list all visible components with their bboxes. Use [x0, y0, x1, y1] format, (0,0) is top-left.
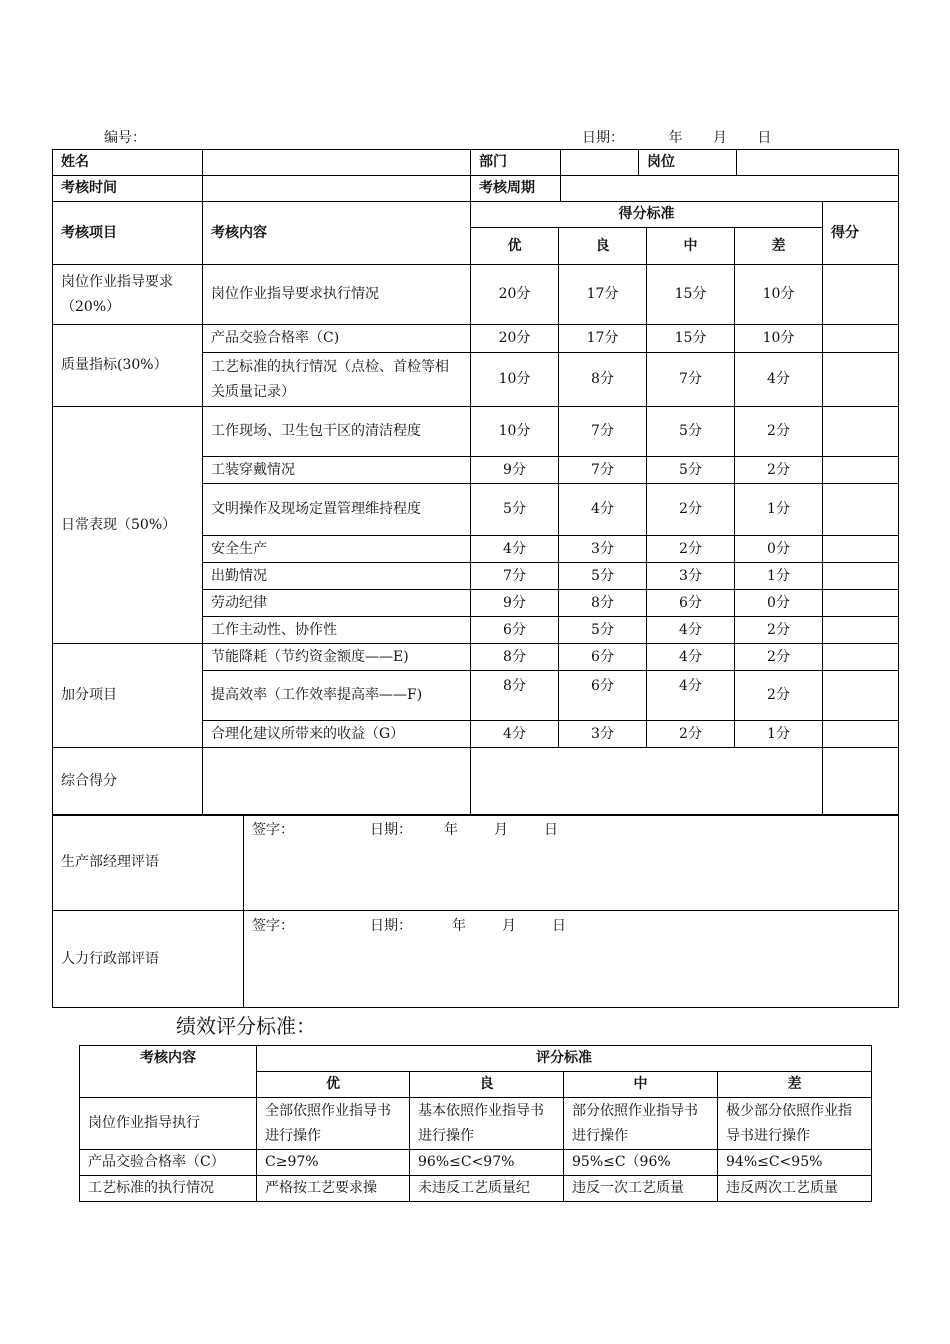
dept-label: 部门 — [471, 150, 561, 176]
score-cell: 2分 — [735, 617, 823, 644]
review-row — [53, 911, 899, 1008]
score-cell: 0分 — [735, 536, 823, 563]
score-cell: 15分 — [647, 265, 735, 325]
row-content: 工装穿戴情况 — [203, 457, 471, 484]
review-label: 生产部经理评语 — [53, 815, 244, 911]
criteria-cell: 基本依照作业指导书进行操作 — [410, 1098, 564, 1150]
sign-label: 签字： — [252, 918, 294, 934]
criteria-head-content: 考核内容 — [80, 1046, 257, 1098]
criteria-cell: 95%≤C（96% — [564, 1150, 718, 1176]
info-row-1 — [53, 150, 899, 176]
criteria-table — [79, 1045, 872, 1202]
row-content: 文明操作及现场定置管理维持程度 — [203, 484, 471, 536]
table-row — [53, 265, 899, 325]
criteria-row — [80, 1176, 872, 1202]
total-score-field[interactable] — [823, 748, 899, 816]
row-content: 劳动纪律 — [203, 590, 471, 617]
review-year: 年 — [444, 822, 458, 838]
score-cell: 5分 — [647, 457, 735, 484]
criteria-cell: 违反两次工艺质量 — [718, 1176, 872, 1202]
score-cell: 4分 — [647, 671, 735, 721]
score-cell: 4分 — [471, 721, 559, 748]
head-content: 考核内容 — [203, 202, 471, 265]
total-standard-field[interactable] — [471, 748, 823, 816]
score-cell: 5分 — [647, 407, 735, 457]
score-cell: 2分 — [735, 671, 823, 721]
criteria-item: 岗位作业指导执行 — [80, 1098, 257, 1150]
criteria-cell: 严格按工艺要求操 — [257, 1176, 410, 1202]
review-day: 日 — [552, 918, 566, 934]
score-cell: 8分 — [559, 590, 647, 617]
sign-label: 签字： — [252, 822, 294, 838]
table-row — [53, 407, 899, 457]
score-table — [52, 201, 899, 816]
section-title: 加分项目 — [53, 644, 203, 748]
score-cell: 6分 — [471, 617, 559, 644]
table-row — [53, 325, 899, 353]
score-cell: 7分 — [559, 457, 647, 484]
row-content: 安全生产 — [203, 536, 471, 563]
total-row — [53, 748, 899, 816]
score-cell: 5分 — [471, 484, 559, 536]
row-content: 工作现场、卫生包干区的清洁程度 — [203, 407, 471, 457]
score-cell: 8分 — [471, 671, 559, 721]
score-cell: 2分 — [735, 457, 823, 484]
assessment-table — [52, 149, 899, 202]
score-input[interactable] — [823, 325, 899, 353]
score-cell: 4分 — [647, 644, 735, 671]
score-cell: 2分 — [735, 407, 823, 457]
score-cell: 6分 — [559, 644, 647, 671]
number-label: 编号： — [104, 130, 146, 146]
criteria-cell: 全部依照作业指导书进行操作 — [257, 1098, 410, 1150]
score-input[interactable] — [823, 617, 899, 644]
review-field[interactable] — [244, 911, 899, 1008]
criteria-grade: 中 — [564, 1072, 718, 1098]
criteria-cell: 96%≤C<97% — [410, 1150, 564, 1176]
score-cell: 3分 — [559, 721, 647, 748]
grade-poor: 差 — [735, 228, 823, 265]
score-cell: 1分 — [735, 484, 823, 536]
time-field[interactable] — [203, 176, 471, 202]
date-day: 日 — [757, 130, 772, 146]
review-date-label: 日期： — [370, 822, 412, 838]
score-cell: 1分 — [735, 563, 823, 590]
score-input[interactable] — [823, 265, 899, 325]
score-cell: 5分 — [559, 617, 647, 644]
date-month: 月 — [712, 130, 727, 146]
score-cell: 1分 — [735, 721, 823, 748]
score-cell: 10分 — [735, 265, 823, 325]
row-content: 出勤情况 — [203, 563, 471, 590]
criteria-cell: 94%≤C<95% — [718, 1150, 872, 1176]
criteria-cell: C≥97% — [257, 1150, 410, 1176]
name-label: 姓名 — [53, 150, 203, 176]
score-cell: 4分 — [559, 484, 647, 536]
score-cell: 6分 — [559, 671, 647, 721]
position-field[interactable] — [737, 150, 899, 176]
info-row-2 — [53, 176, 899, 202]
score-cell: 2分 — [647, 484, 735, 536]
grade-excellent: 优 — [471, 228, 559, 265]
score-input[interactable] — [823, 536, 899, 563]
score-cell: 2分 — [647, 536, 735, 563]
time-label: 考核时间 — [53, 176, 203, 202]
row-content: 合理化建议所带来的收益（G） — [203, 721, 471, 748]
score-cell: 9分 — [471, 457, 559, 484]
score-cell: 7分 — [559, 407, 647, 457]
head-standard: 得分标准 — [471, 202, 823, 228]
score-cell: 4分 — [647, 617, 735, 644]
score-cell: 7分 — [471, 563, 559, 590]
row-content: 岗位作业指导要求执行情况 — [203, 265, 471, 325]
criteria-title: 绩效评分标准： — [176, 1014, 316, 1038]
period-field[interactable] — [561, 176, 899, 202]
score-cell: 2分 — [735, 644, 823, 671]
criteria-item: 工艺标准的执行情况 — [80, 1176, 257, 1202]
criteria-row — [80, 1150, 872, 1176]
period-label: 考核周期 — [471, 176, 561, 202]
criteria-cell: 未违反工艺质量纪 — [410, 1176, 564, 1202]
head-item: 考核项目 — [53, 202, 203, 265]
criteria-row — [80, 1098, 872, 1150]
date-year: 年 — [668, 130, 683, 146]
score-cell: 4分 — [471, 536, 559, 563]
score-cell: 8分 — [471, 644, 559, 671]
criteria-head-standard: 评分标准 — [257, 1046, 872, 1072]
review-day: 日 — [544, 822, 558, 838]
criteria-grade: 优 — [257, 1072, 410, 1098]
row-content: 工作主动性、协作性 — [203, 617, 471, 644]
review-field[interactable] — [244, 815, 899, 911]
grade-fair: 中 — [647, 228, 735, 265]
score-input[interactable] — [823, 721, 899, 748]
score-cell: 20分 — [471, 265, 559, 325]
score-cell: 6分 — [647, 590, 735, 617]
review-table — [52, 814, 899, 1008]
score-cell: 5分 — [559, 563, 647, 590]
score-cell: 0分 — [735, 590, 823, 617]
score-cell: 17分 — [559, 325, 647, 353]
review-date-label: 日期： — [370, 918, 412, 934]
date-label: 日期： — [582, 130, 624, 146]
review-month: 月 — [502, 918, 516, 934]
criteria-grade: 差 — [718, 1072, 872, 1098]
score-cell: 3分 — [647, 563, 735, 590]
score-cell: 3分 — [559, 536, 647, 563]
score-cell: 10分 — [471, 407, 559, 457]
criteria-cell: 部分依照作业指导书进行操作 — [564, 1098, 718, 1150]
criteria-grade: 良 — [410, 1072, 564, 1098]
score-cell: 17分 — [559, 265, 647, 325]
score-cell: 10分 — [735, 325, 823, 353]
row-content: 节能降耗（节约资金额度——E) — [203, 644, 471, 671]
score-input[interactable] — [823, 353, 899, 407]
score-input[interactable] — [823, 563, 899, 590]
table-row — [53, 644, 899, 671]
score-cell: 10分 — [471, 353, 559, 407]
score-cell: 15分 — [647, 325, 735, 353]
position-label: 岗位 — [639, 150, 737, 176]
grade-good: 良 — [559, 228, 647, 265]
dept-field[interactable] — [561, 150, 639, 176]
section-title: 质量指标(30%） — [53, 325, 203, 407]
score-input[interactable] — [823, 407, 899, 457]
date-header — [582, 127, 771, 147]
score-cell: 8分 — [559, 353, 647, 407]
score-cell: 2分 — [647, 721, 735, 748]
score-cell: 20分 — [471, 325, 559, 353]
score-cell: 4分 — [735, 353, 823, 407]
score-input[interactable] — [823, 590, 899, 617]
name-field[interactable] — [203, 150, 471, 176]
review-row — [53, 815, 899, 911]
score-cell: 9分 — [471, 590, 559, 617]
criteria-item: 产品交验合格率（C） — [80, 1150, 257, 1176]
score-input[interactable] — [823, 484, 899, 536]
review-month: 月 — [494, 822, 508, 838]
row-content: 工艺标准的执行情况（点检、首检等相关质量记录） — [203, 353, 471, 407]
criteria-cell: 违反一次工艺质量 — [564, 1176, 718, 1202]
head-score: 得分 — [823, 202, 899, 265]
score-cell: 7分 — [647, 353, 735, 407]
score-input[interactable] — [823, 457, 899, 484]
criteria-cell: 极少部分依照作业指导书进行操作 — [718, 1098, 872, 1150]
row-content: 产品交验合格率（C) — [203, 325, 471, 353]
section-title: 日常表现（50%） — [53, 407, 203, 644]
score-input[interactable] — [823, 644, 899, 671]
total-content-field[interactable] — [203, 748, 471, 816]
review-label: 人力行政部评语 — [53, 911, 244, 1008]
review-year: 年 — [452, 918, 466, 934]
score-input[interactable] — [823, 671, 899, 721]
row-content: 提高效率（工作效率提高率——F) — [203, 671, 471, 721]
total-label: 综合得分 — [53, 748, 203, 816]
section-title: 岗位作业指导要求（20%） — [53, 265, 203, 325]
